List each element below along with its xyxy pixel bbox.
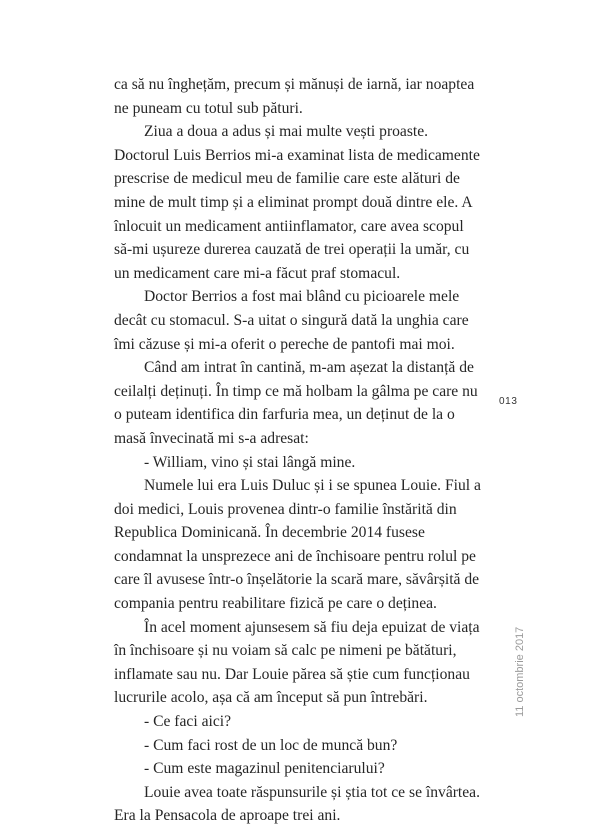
paragraph: Louie avea toate răspunsurile și știa tot ce se învârtea. Era la Pensacola de aproape trei ani. (114, 783, 481, 825)
dialogue-line: - Ce faci aici? (144, 713, 232, 731)
dialogue-line: - Cum faci rost de un loc de muncă bun? (144, 736, 398, 754)
page-number: 013 (499, 396, 518, 407)
running-date-label: 11 octombrie 2017 (514, 626, 526, 717)
dialogue-line: - Cum este magazinul penitenciarului? (144, 760, 385, 778)
dialogue-line: - William, vino și stai lângă mine. (144, 453, 356, 471)
paragraph: ca să nu înghețăm, precum și mănuși de iarnă, iar noaptea ne puneam cu totul sub pături. (114, 76, 475, 117)
paragraph: Când am intrat în cantină, m-am așezat la distanță de ceilalți deținuți. În timp ce mă holbam la gâlma pe care nu o puteam identifica din farfuria mea, un deținut de la o masă învecinată mi s-a adresat: (114, 359, 478, 447)
paragraph: Ziua a doua a adus și mai multe vești proaste. Doctorul Luis Berrios mi-a examinat lista de medicamente prescrise de medicul meu de familie care este alături de mine de mult timp și a eliminat prompt două dintre ele. A înlocuit un medicament antiinflamator, care avea scopul să-mi ușureze durerea cauzată de trei operații la umăr, cu un medicament care mi-a făcut praf stomacul. (114, 123, 480, 282)
paragraph: În acel moment ajunsesem să fiu deja epuizat de viața în închisoare și nu voiam să calc pe nimeni pe bătături, inflamate sau nu. Dar Louie părea să știe cum funcționau lucrurile acolo, așa că am început să pun întrebări. (114, 618, 480, 707)
body-text (114, 73, 482, 828)
paragraph: Doctor Berrios a fost mai blând cu picioarele mele decât cu stomacul. S-a uitat o singură dată la unghia care îmi căzuse și mi-a oferit o pereche de pantofi mai moi. (114, 288, 469, 353)
paragraph: Numele lui era Luis Duluc și i se spunea Louie. Fiul a doi medici, Louis provenea dintr-o familie înstărită din Republica Dominicană. În decembrie 2014 fusese condamnat la unsprezece ani de închisoare pentru rolul pe care îl avusese într-o înșelătorie la scară mare, săvârșită de compania pentru reabilitare fizică pe care o deținea. (114, 477, 481, 613)
